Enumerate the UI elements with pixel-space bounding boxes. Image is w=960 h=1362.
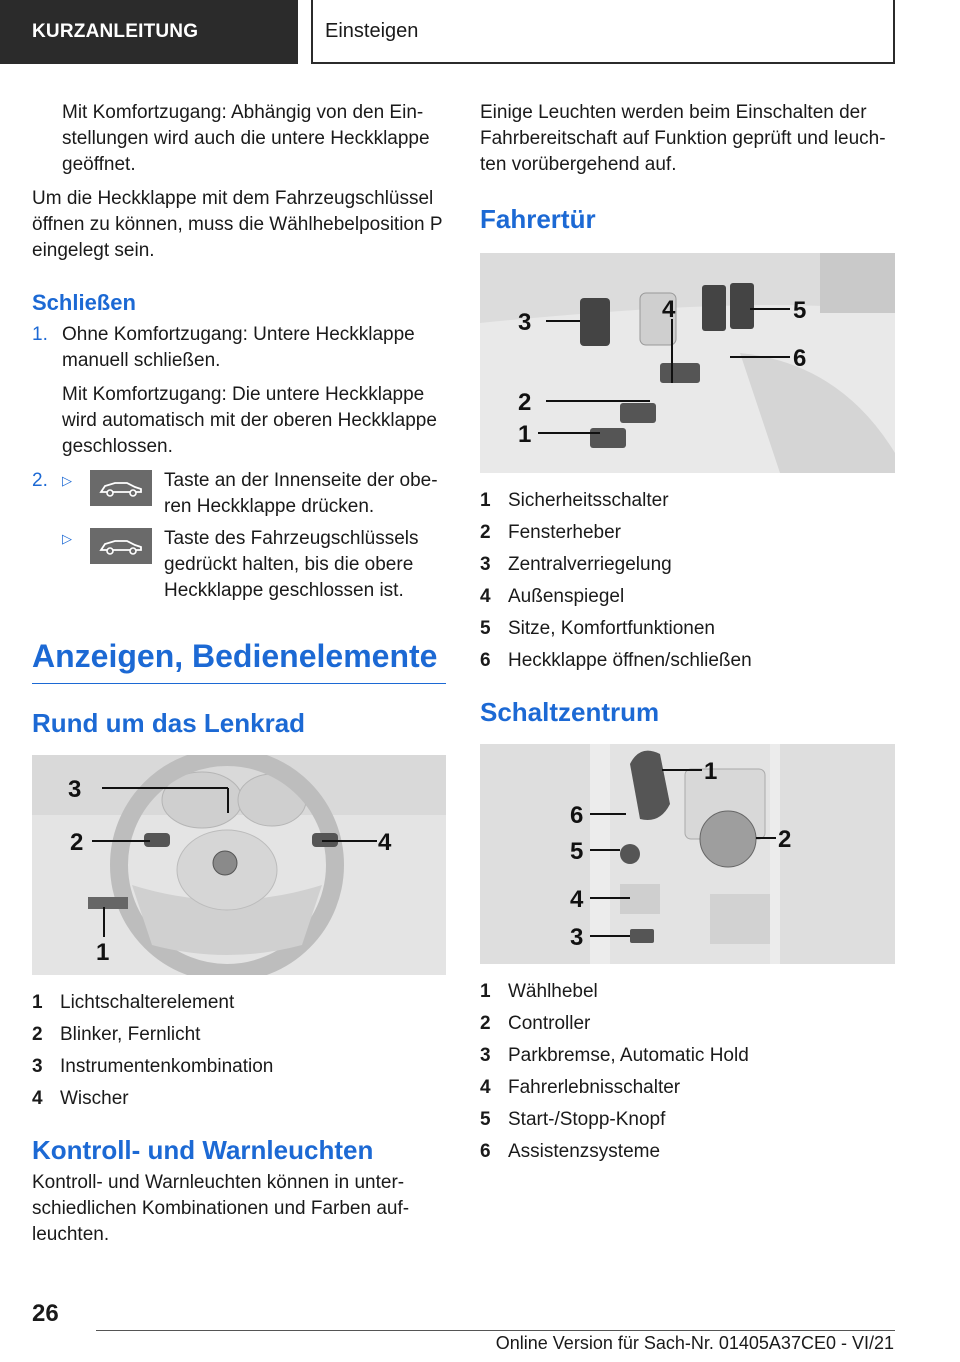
header-section-tab: [0, 0, 298, 64]
legend-item: 3 Parkbremse, Automatic Hold: [480, 1045, 749, 1066]
steering-wheel-figure: [32, 755, 446, 975]
comfort-access-paragraph: Mit Komfortzugang: Abhängig von den Ein-stellungen wird auch die untere Heckklappe geöffnet.: [62, 102, 430, 175]
legend-item: 6 Assistenzsysteme: [480, 1141, 661, 1162]
header-section-label: KURZANLEITUNG: [32, 21, 199, 42]
legend-item: 6 Heckklappe öffnen/schließen: [480, 650, 752, 671]
controls-main-heading: Anzeigen, Bedienelemente: [32, 638, 446, 684]
header-chapter-tab: [311, 0, 895, 64]
legend-item: 4 Außenspiegel: [480, 586, 625, 607]
legend-item: 2 Blinker, Fernlicht: [32, 1024, 201, 1045]
driver-door-figure: [480, 253, 895, 473]
door-callout: 5: [793, 297, 807, 324]
step-1-text-b: Mit Komfortzugang: Die untere Heckklappe wird automatisch mit der oberen Heckklappe geschlossen.: [62, 384, 437, 457]
triangle-bullet-icon: ▷: [62, 473, 72, 488]
steering-callout: 1: [96, 939, 110, 966]
warning-lights-text: Kontroll- und Warnleuchten können in unter-schiedlichen Kombinationen und Farben auf-leuchten.: [32, 1172, 410, 1245]
bullet-1-text: Taste an der Innenseite der obe-ren Heckklappe drücken.: [164, 470, 438, 517]
legend-item: 3 Zentralverriegelung: [480, 554, 672, 575]
legend-item: 4 Wischer: [32, 1088, 129, 1109]
tailgate-close-icon: [90, 528, 152, 564]
footer-version-text: Online Version für Sach-Nr. 01405A37CE0 - VI/21: [495, 1333, 894, 1353]
bullet-item: [62, 468, 446, 520]
driver-door-legend: [480, 485, 895, 677]
door-callout: 6: [793, 345, 807, 372]
legend-item: 5 Start-/Stopp-Knopf: [480, 1109, 666, 1130]
triangle-bullet-icon: ▷: [62, 531, 72, 546]
legend-item: 1 Wählhebel: [480, 981, 598, 1002]
footer-divider: [96, 1330, 895, 1331]
lights-check-paragraph: Einige Leuchten werden beim Einschalten der Fahrbereitschaft auf Funktion geprüft und leuch-ten vorübergehend auf.: [480, 102, 886, 175]
step-1-text-a: Ohne Komfortzugang: Untere Heckklappe manuell schließen.: [62, 324, 415, 371]
bullet-2-text: Taste des Fahrzeugschlüssels gedrückt halten, bis die obere Heckklappe geschlossen ist.: [164, 528, 419, 601]
legend-item: 1 Lichtschalterelement: [32, 992, 235, 1013]
legend-item: 1 Sicherheitsschalter: [480, 490, 669, 511]
console-callout: 6: [570, 802, 584, 829]
step-2-number: 2.: [32, 470, 48, 491]
door-callout: 3: [518, 309, 532, 336]
header-chapter-label: Einsteigen: [325, 19, 419, 42]
console-callout: 5: [570, 838, 584, 865]
steering-callout: 4: [378, 829, 392, 856]
legend-item: 5 Sitze, Komfortfunktionen: [480, 618, 715, 639]
door-callout: 1: [518, 421, 532, 448]
center-console-figure: [480, 744, 895, 964]
legend-item: 3 Instrumentenkombination: [32, 1056, 274, 1077]
page-number: 26: [32, 1300, 59, 1327]
step-1-number: 1.: [32, 324, 48, 345]
console-callout: 1: [704, 758, 718, 785]
legend-item: 2 Fensterheber: [480, 522, 622, 543]
tailgate-close-icon: [90, 470, 152, 506]
door-callout: 4: [662, 296, 676, 323]
left-column: [32, 100, 446, 1248]
center-console-legend: [480, 976, 895, 1168]
step-1: [32, 322, 446, 460]
bullet-item: [62, 526, 446, 604]
center-console-heading: Schaltzentrum: [480, 697, 660, 727]
right-column: [480, 100, 895, 1168]
step-2: [32, 468, 446, 610]
driver-door-heading: Fahrertür: [480, 204, 596, 234]
console-callout: 4: [570, 886, 584, 913]
closing-heading: Schließen: [32, 290, 136, 315]
steering-callout: 2: [70, 829, 84, 856]
legend-item: 2 Controller: [480, 1013, 591, 1034]
warning-lights-heading: Kontroll- und Warnleuchten: [32, 1135, 374, 1165]
console-callout: 3: [570, 924, 584, 951]
steering-callout: 3: [68, 776, 82, 803]
door-callout: 2: [518, 389, 532, 416]
legend-item: 4 Fahrerlebnisschalter: [480, 1077, 681, 1098]
console-callout: 2: [778, 826, 792, 853]
steering-wheel-heading: Rund um das Lenkrad: [32, 708, 306, 738]
tailgate-key-paragraph: Um die Heckklappe mit dem Fahrzeugschlüssel öffnen zu können, muss die Wählhebelposition P eingelegt sein.: [32, 188, 443, 261]
steering-legend: [32, 987, 446, 1115]
